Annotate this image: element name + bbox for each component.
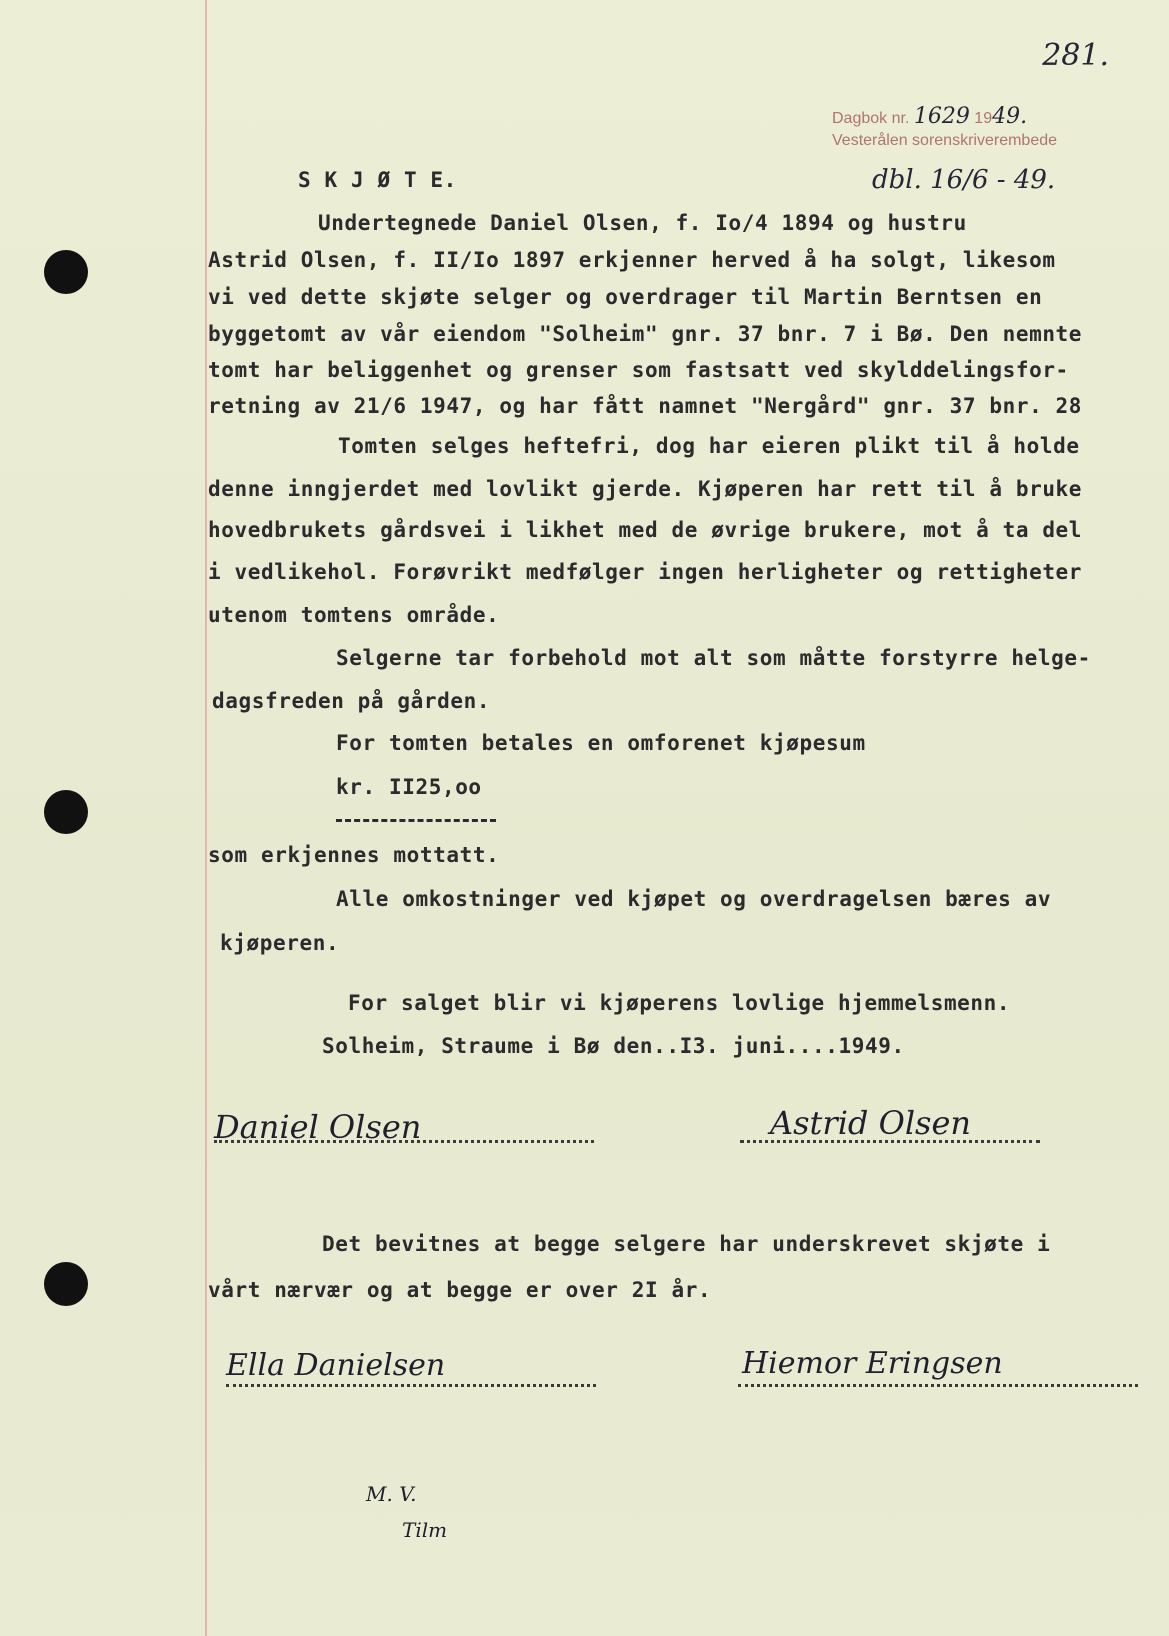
page-number: 281.: [1042, 38, 1109, 73]
body-line: Undertegnede Daniel Olsen, f. Io/4 1894 og hustru: [318, 211, 967, 235]
body-line: For salget blir vi kjøperens lovlige hjemmelsmenn.: [348, 991, 1011, 1015]
body-line: retning av 21/6 1947, og har fått namnet "Nergård" gnr. 37 bnr. 28: [208, 394, 1083, 418]
place-date-line: Solheim, Straume i Bø den..I3. juni....1949.: [322, 1034, 905, 1058]
body-line: Astrid Olsen, f. II/Io 1897 erkjenner herved å ha solgt, likesom: [208, 248, 1056, 272]
body-line: byggetomt av vår eiendom "Solheim" gnr. 37 bnr. 7 i Bø. Den nemnte: [208, 322, 1083, 346]
signature-line: [738, 1384, 1138, 1387]
body-line: kjøperen.: [220, 931, 340, 955]
seller-signature: Daniel Olsen: [214, 1108, 422, 1146]
initials: Tilm: [402, 1518, 448, 1542]
body-line: vi ved dette skjøte selger og overdrager til Martin Berntsen en: [208, 285, 1043, 309]
body-line: utenom tomtens område.: [208, 603, 500, 627]
witness-signature: Ella Danielsen: [226, 1348, 446, 1383]
stamp-year-printed: 19: [974, 110, 993, 127]
punch-hole: [44, 790, 88, 834]
signature-line: [740, 1140, 1040, 1143]
witness-line: vårt nærvær og at begge er over 2I år.: [208, 1278, 712, 1302]
witness-line: Det bevitnes at begge selgere har underskrevet skjøte i: [322, 1232, 1051, 1256]
witness-signature: Hiemor Eringsen: [742, 1346, 1003, 1381]
stamp-office: Vesterålen sorenskriverembede: [832, 132, 1058, 149]
body-line: som erkjennes mottatt.: [208, 843, 500, 867]
seller-signature: Astrid Olsen: [770, 1104, 972, 1142]
signature-line: [214, 1140, 594, 1143]
body-line: tomt har beliggenhet og grenser som fastsatt ved skylddelingsfor-: [208, 358, 1069, 382]
signature-line: [226, 1384, 596, 1387]
margin-line: [205, 0, 207, 1636]
amount-underline: [336, 819, 496, 822]
punch-hole: [44, 250, 88, 294]
body-line: denne inngjerdet med lovlikt gjerde. Kjøperen har rett til å bruke: [208, 477, 1083, 501]
body-line: For tomten betales en omforenet kjøpesum: [336, 731, 866, 755]
body-line: Selgerne tar forbehold mot alt som måtte forstyrre helge-: [336, 646, 1091, 670]
document-title: S K J Ø T E.: [298, 168, 457, 192]
body-line: dagsfreden på gården.: [212, 689, 491, 713]
stamp-label: Dagbok nr.: [832, 110, 910, 127]
amount-line: kr. II25,oo: [336, 775, 482, 799]
registry-stamp: [832, 106, 1112, 152]
body-line: hovedbrukets gårdsvei i likhet med de øvrige brukere, mot å ta del: [208, 518, 1083, 542]
punch-hole: [44, 1262, 88, 1306]
received-note: dbl. 16/6 - 49.: [872, 165, 1056, 195]
stamp-year: 49.: [992, 104, 1028, 129]
body-line: i vedlikehol. Forøvrikt medfølger ingen herligheter og rettigheter: [208, 560, 1083, 584]
body-line: Tomten selges heftefri, dog har eieren plikt til å holde: [338, 434, 1080, 458]
body-line: Alle omkostninger ved kjøpet og overdragelsen bæres av: [336, 887, 1052, 911]
initials: M. V.: [366, 1482, 417, 1506]
stamp-number: 1629: [913, 104, 970, 129]
